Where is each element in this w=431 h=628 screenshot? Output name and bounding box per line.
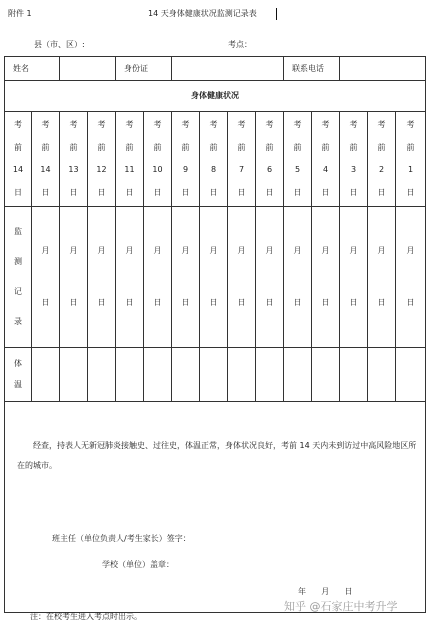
day-header-char: 考 [406, 120, 415, 129]
temperature-cell[interactable] [284, 348, 312, 402]
temperature-cell[interactable] [396, 348, 426, 402]
day-header-char: 前 [125, 142, 134, 152]
temperature-cell[interactable] [32, 348, 60, 402]
date-day-label: 日 [377, 298, 386, 307]
day-header-char: 前 [406, 142, 415, 152]
info-row [5, 57, 426, 81]
day-header-char: 日 [237, 187, 246, 197]
day-header-char: 考 [209, 120, 218, 129]
date-month-label: 月 [406, 246, 415, 255]
day-header-char: 前 [265, 142, 274, 152]
day-header-char: 考 [265, 120, 274, 129]
date-cell[interactable] [172, 207, 200, 348]
day-header-cell [172, 112, 200, 207]
day-header-char: 前 [237, 142, 246, 152]
day-header-char: 前 [321, 142, 330, 152]
statement-cell [5, 402, 426, 613]
monitor-label-cell [5, 207, 32, 348]
day-header-char: 1 [407, 165, 414, 175]
day-header-row [5, 112, 426, 207]
date-day-label: 日 [125, 298, 134, 307]
date-day-label: 日 [153, 298, 162, 307]
day-header-char: 前 [293, 142, 302, 152]
day-header-cell [200, 112, 228, 207]
temperature-cell[interactable] [172, 348, 200, 402]
row-header-char: 考 [14, 120, 22, 129]
day-header-char: 9 [182, 165, 189, 175]
day-header-char: 3 [350, 165, 357, 175]
day-header-char: 11 [124, 165, 135, 175]
county-label: 县（市、区）: [34, 40, 85, 49]
date-cell[interactable] [340, 207, 368, 348]
section-title-row [5, 81, 426, 112]
temperature-cell[interactable] [88, 348, 116, 402]
row-header-char: 前 [14, 142, 22, 152]
day-header-char: 8 [210, 165, 217, 175]
signature-date: 年 月 日 [298, 587, 353, 596]
monitor-label-char: 录 [14, 317, 22, 326]
temperature-cell[interactable] [228, 348, 256, 402]
date-day-label: 日 [97, 298, 106, 307]
day-header-char: 前 [97, 142, 106, 152]
date-row [5, 207, 426, 348]
exam-site-label: 考点： [228, 40, 252, 49]
temperature-cell[interactable] [116, 348, 144, 402]
day-header-char: 5 [294, 165, 301, 175]
date-cell[interactable] [200, 207, 228, 348]
day-header-char: 考 [237, 120, 246, 129]
day-header-char: 前 [41, 142, 50, 152]
day-header-char: 日 [293, 187, 302, 197]
zhihu-watermark: 知乎 @石家庄中考升学 [284, 600, 398, 613]
day-header-char: 前 [153, 142, 162, 152]
day-header-char: 12 [96, 165, 107, 175]
date-month-label: 月 [41, 246, 50, 255]
day-header-char: 日 [41, 187, 50, 197]
date-day-label: 日 [69, 298, 78, 307]
date-cell[interactable] [312, 207, 340, 348]
day-header-cell [32, 112, 60, 207]
date-month-label: 月 [237, 246, 246, 255]
date-month-label: 月 [209, 246, 218, 255]
monitor-label-char: 监 [14, 227, 22, 236]
day-header-char: 日 [209, 187, 218, 197]
date-month-label: 月 [153, 246, 162, 255]
day-header-char: 日 [125, 187, 134, 197]
date-month-label: 月 [181, 246, 190, 255]
date-cell[interactable] [144, 207, 172, 348]
day-header-cell [60, 112, 88, 207]
day-header-char: 考 [41, 120, 50, 129]
day-header-cell [256, 112, 284, 207]
day-header-cell [284, 112, 312, 207]
day-header-char: 日 [265, 187, 274, 197]
day-header-cell [368, 112, 396, 207]
row-header-char: 14 [12, 165, 24, 175]
day-header-cell [312, 112, 340, 207]
temperature-cell[interactable] [256, 348, 284, 402]
section-title: 身体健康状况 [5, 81, 426, 112]
usage-note: 注：在校考生进入考点时出示。 [30, 612, 142, 621]
row-header-cell [5, 112, 32, 207]
day-header-cell [88, 112, 116, 207]
day-header-char: 7 [238, 165, 245, 175]
document-title: 14 天身体健康状况监测记录表 [148, 9, 257, 18]
date-day-label: 日 [293, 298, 302, 307]
id-field[interactable] [172, 57, 284, 81]
date-day-label: 日 [237, 298, 246, 307]
date-day-label: 日 [349, 298, 358, 307]
monitor-label-char: 测 [14, 257, 22, 266]
statement-row [5, 402, 426, 613]
day-header-char: 日 [321, 187, 330, 197]
day-header-char: 考 [125, 120, 134, 129]
date-month-label: 月 [69, 246, 78, 255]
day-header-cell [116, 112, 144, 207]
date-month-label: 月 [293, 246, 302, 255]
date-day-label: 日 [41, 298, 50, 307]
day-header-char: 6 [266, 165, 273, 175]
day-header-char: 10 [152, 165, 163, 175]
day-header-char: 前 [349, 142, 358, 152]
phone-label: 联系电话 [284, 57, 340, 81]
temperature-label-char: 温 [14, 379, 22, 389]
day-header-char: 日 [406, 187, 415, 197]
phone-field[interactable] [340, 57, 426, 81]
date-cell[interactable] [116, 207, 144, 348]
day-header-char: 2 [378, 165, 385, 175]
text-cursor [276, 8, 277, 20]
day-header-char: 前 [69, 142, 78, 152]
day-header-char: 考 [293, 120, 302, 129]
date-cell[interactable] [368, 207, 396, 348]
day-header-char: 13 [68, 165, 79, 175]
health-monitoring-table [4, 56, 426, 613]
temperature-label-cell [5, 348, 32, 402]
date-day-label: 日 [209, 298, 218, 307]
date-day-label: 日 [321, 298, 330, 307]
date-day-label: 日 [265, 298, 274, 307]
date-month-label: 月 [321, 246, 330, 255]
temperature-cell[interactable] [60, 348, 88, 402]
attachment-label: 附件 1 [8, 9, 32, 18]
day-header-char: 考 [321, 120, 330, 129]
date-cell[interactable] [88, 207, 116, 348]
name-field[interactable] [60, 57, 116, 81]
date-cell[interactable] [256, 207, 284, 348]
date-day-label: 日 [406, 298, 415, 307]
day-header-char: 日 [377, 187, 386, 197]
date-month-label: 月 [265, 246, 274, 255]
day-header-char: 4 [322, 165, 329, 175]
date-cell[interactable] [60, 207, 88, 348]
date-day-label: 日 [181, 298, 190, 307]
name-label: 姓名 [5, 57, 60, 81]
row-header-char: 日 [14, 187, 22, 197]
day-header-char: 考 [349, 120, 358, 129]
day-header-char: 考 [181, 120, 190, 129]
day-header-char: 前 [377, 142, 386, 152]
date-month-label: 月 [97, 246, 106, 255]
monitor-label-char: 记 [14, 287, 22, 296]
day-header-char: 日 [69, 187, 78, 197]
day-header-char: 前 [181, 142, 190, 152]
day-header-char: 14 [40, 165, 51, 175]
day-header-char: 日 [181, 187, 190, 197]
day-header-char: 考 [97, 120, 106, 129]
temperature-cell[interactable] [144, 348, 172, 402]
school-seal-label: 学校（单位）盖章： [102, 560, 174, 569]
temperature-row [5, 348, 426, 402]
date-month-label: 月 [349, 246, 358, 255]
temperature-cell[interactable] [200, 348, 228, 402]
date-month-label: 月 [125, 246, 134, 255]
temperature-cell[interactable] [340, 348, 368, 402]
day-header-char: 日 [153, 187, 162, 197]
id-label: 身份证 [116, 57, 172, 81]
temperature-label-char: 体 [14, 359, 22, 369]
date-month-label: 月 [377, 246, 386, 255]
day-header-char: 前 [209, 142, 218, 152]
date-cell[interactable] [228, 207, 256, 348]
day-header-cell [228, 112, 256, 207]
date-cell[interactable] [284, 207, 312, 348]
temperature-cell[interactable] [368, 348, 396, 402]
teacher-signature-label: 班主任（单位负责人/考生家长）签字： [52, 534, 191, 543]
day-header-char: 日 [349, 187, 358, 197]
date-cell[interactable] [32, 207, 60, 348]
day-header-char: 考 [153, 120, 162, 129]
day-header-cell [144, 112, 172, 207]
day-header-char: 考 [377, 120, 386, 129]
date-cell[interactable] [396, 207, 426, 348]
day-header-char: 日 [97, 187, 106, 197]
temperature-cell[interactable] [312, 348, 340, 402]
day-header-char: 考 [69, 120, 78, 129]
day-header-cell [340, 112, 368, 207]
day-header-cell [396, 112, 426, 207]
declaration-text: 经查，持表人无新冠肺炎接触史、过往史，体温正常，身体状况良好，考前 14 天内未到访过中高风险地区所在的城市。 [17, 441, 417, 470]
